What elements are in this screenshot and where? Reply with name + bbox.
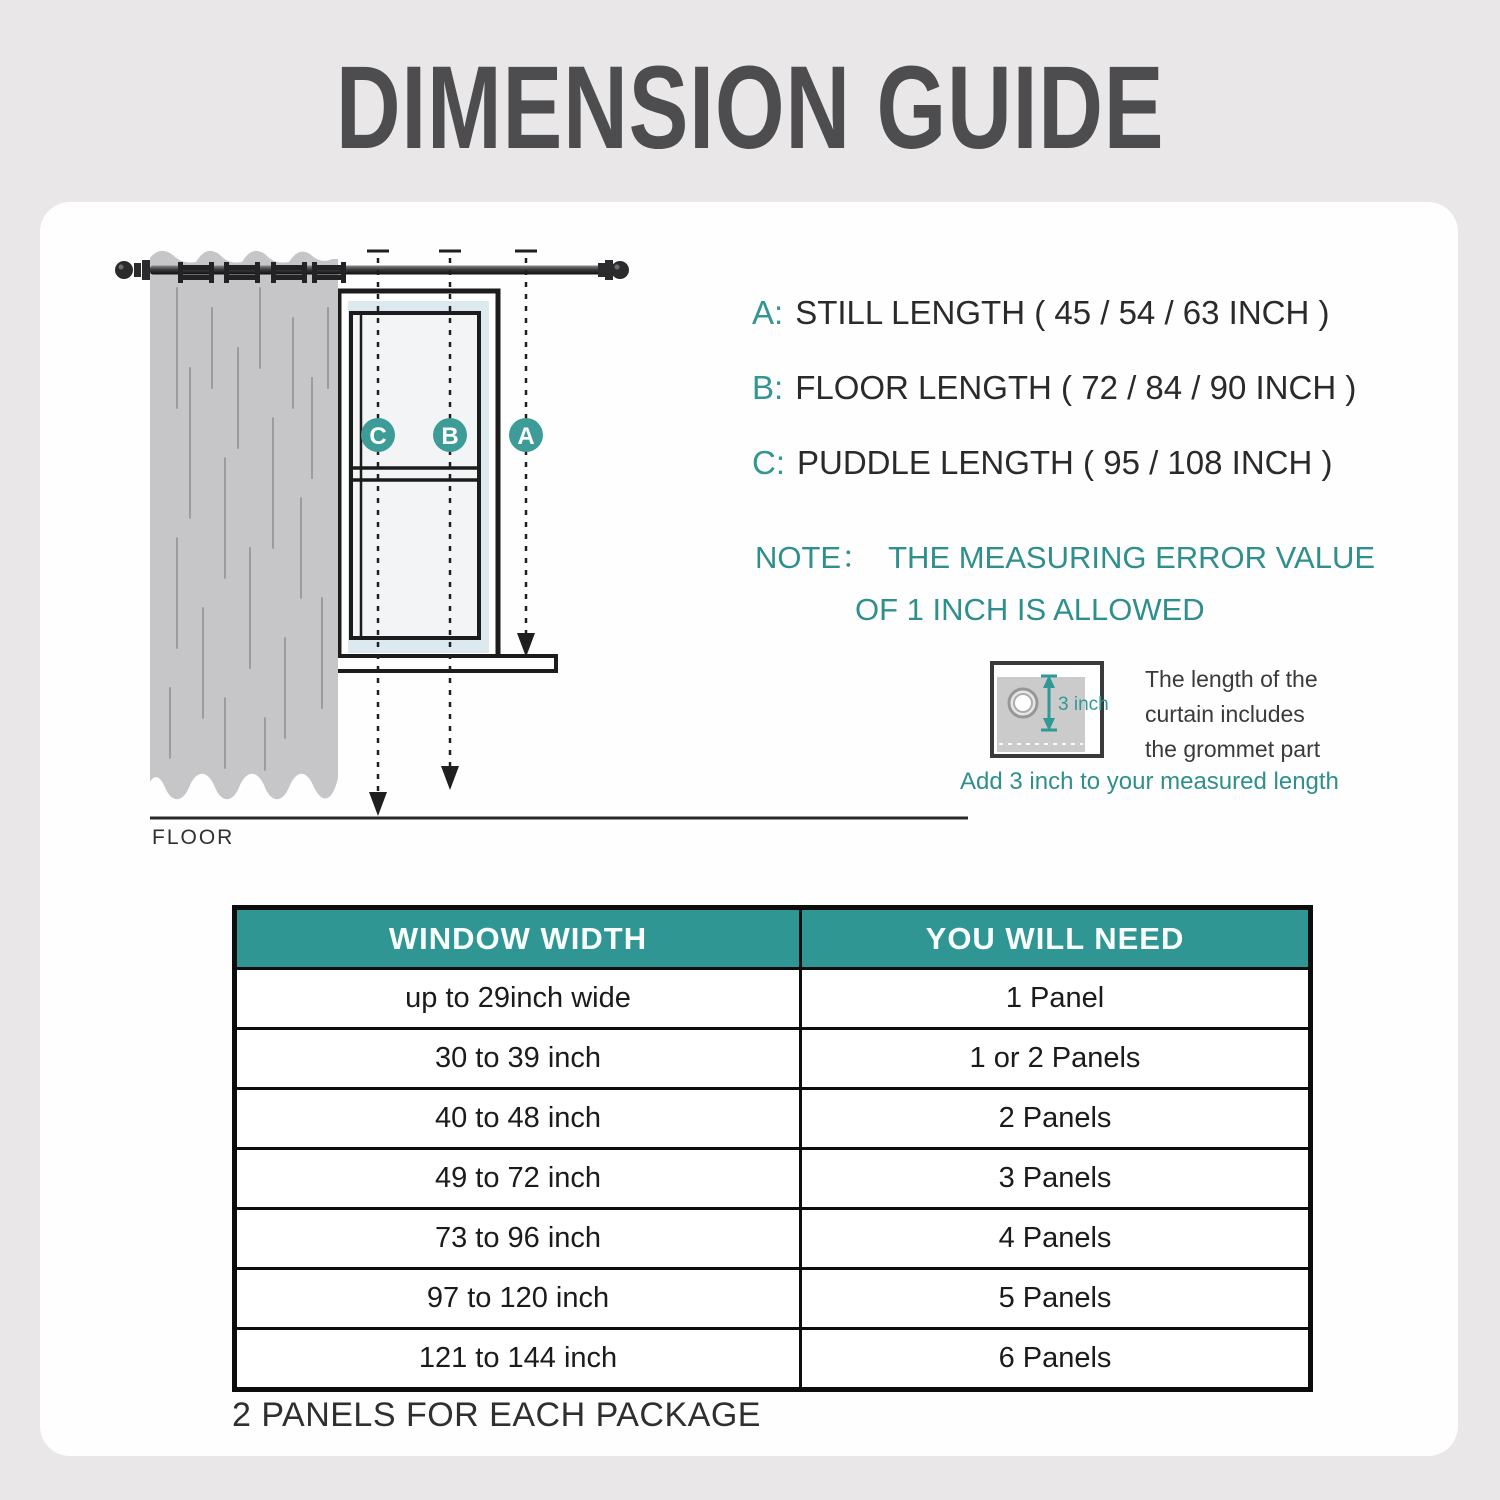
grommet-detail-diagram xyxy=(985,658,1135,763)
note-label: NOTE： xyxy=(755,540,873,575)
rod-collar-left-small xyxy=(134,263,141,277)
arrowhead-c xyxy=(369,792,387,816)
rod-finial-right-highlight xyxy=(615,265,620,270)
legend-label-a: A: xyxy=(752,294,784,331)
grommet-measure-label: 3 inch xyxy=(1058,694,1109,715)
grommet-ring-inner xyxy=(1014,694,1032,712)
note-text-2: OF 1 INCH IS ALLOWED xyxy=(855,592,1205,627)
cell-width: 73 to 96 inch xyxy=(235,1209,801,1269)
marker-badges xyxy=(361,418,543,452)
marker-letter-b: B xyxy=(441,423,459,450)
cell-panels: 1 or 2 Panels xyxy=(801,1029,1311,1089)
note-text-1: THE MEASURING ERROR VALUE xyxy=(888,540,1376,575)
grommet-tip: Add 3 inch to your measured length xyxy=(960,768,1339,795)
cell-width: 30 to 39 inch xyxy=(235,1029,801,1089)
floor-label: FLOOR xyxy=(152,826,235,849)
cell-width: 97 to 120 inch xyxy=(235,1269,801,1329)
rod-collar-left-large xyxy=(142,260,150,280)
table-row xyxy=(235,1089,1311,1149)
cell-panels: 3 Panels xyxy=(801,1149,1311,1209)
legend-line-c xyxy=(752,444,1332,482)
cell-width: 121 to 144 inch xyxy=(235,1329,801,1390)
table-header-row xyxy=(235,908,1311,969)
grommet-desc-line-1: The length of the xyxy=(1145,666,1318,692)
marker-letter-c: C xyxy=(369,423,387,450)
table-row xyxy=(235,1149,1311,1209)
legend-label-c: C: xyxy=(752,444,785,481)
table-row xyxy=(235,1269,1311,1329)
grommet-desc-line-3: the grommet part xyxy=(1145,736,1321,762)
grommet-desc-line-2: curtain includes xyxy=(1145,701,1305,727)
legend-label-b: B: xyxy=(752,369,784,406)
rod-finial-left-highlight xyxy=(119,265,124,270)
header-window-width: WINDOW WIDTH xyxy=(235,908,801,969)
window-sash xyxy=(351,313,479,638)
cell-width: 40 to 48 inch xyxy=(235,1089,801,1149)
cell-panels: 2 Panels xyxy=(801,1089,1311,1149)
arrowhead-a xyxy=(517,633,535,657)
cell-panels: 6 Panels xyxy=(801,1329,1311,1390)
table-row xyxy=(235,969,1311,1029)
curtain-fabric xyxy=(150,251,338,799)
table-row xyxy=(235,1029,1311,1089)
page-title: DIMENSION GUIDE xyxy=(335,42,1165,174)
marker-letter-a: A xyxy=(517,423,535,450)
cell-width: up to 29inch wide xyxy=(235,969,801,1029)
legend-line-a xyxy=(752,294,1329,332)
cell-panels: 4 Panels xyxy=(801,1209,1311,1269)
cell-panels: 5 Panels xyxy=(801,1269,1311,1329)
legend-line-b xyxy=(752,369,1356,407)
rod-finial-right xyxy=(611,261,629,279)
cell-panels: 1 Panel xyxy=(801,969,1311,1029)
panel-size-table xyxy=(232,905,1313,1392)
curtain-panel xyxy=(150,251,338,799)
legend-text-b: FLOOR LENGTH ( 72 / 84 / 90 INCH ) xyxy=(795,369,1357,406)
cell-width: 49 to 72 inch xyxy=(235,1149,801,1209)
note-line-1 xyxy=(755,532,1375,577)
legend-text-a: STILL LENGTH ( 45 / 54 / 63 INCH ) xyxy=(795,294,1330,331)
header-you-will-need: YOU WILL NEED xyxy=(801,908,1311,969)
grommet-description xyxy=(1145,662,1320,767)
table-row xyxy=(235,1209,1311,1269)
arrowhead-b xyxy=(441,766,459,790)
window-illustration xyxy=(336,291,556,671)
window-sill xyxy=(336,656,556,671)
legend-text-c: PUDDLE LENGTH ( 95 / 108 INCH ) xyxy=(797,444,1333,481)
measuring-note xyxy=(755,532,1375,628)
page-title-wrap xyxy=(0,40,1500,176)
rod-collar-right-small xyxy=(598,263,605,277)
table-row xyxy=(235,1329,1311,1390)
guide-card xyxy=(40,202,1458,1456)
rod-finial-left xyxy=(115,261,133,279)
package-note: 2 PANELS FOR EACH PACKAGE xyxy=(232,1396,761,1434)
